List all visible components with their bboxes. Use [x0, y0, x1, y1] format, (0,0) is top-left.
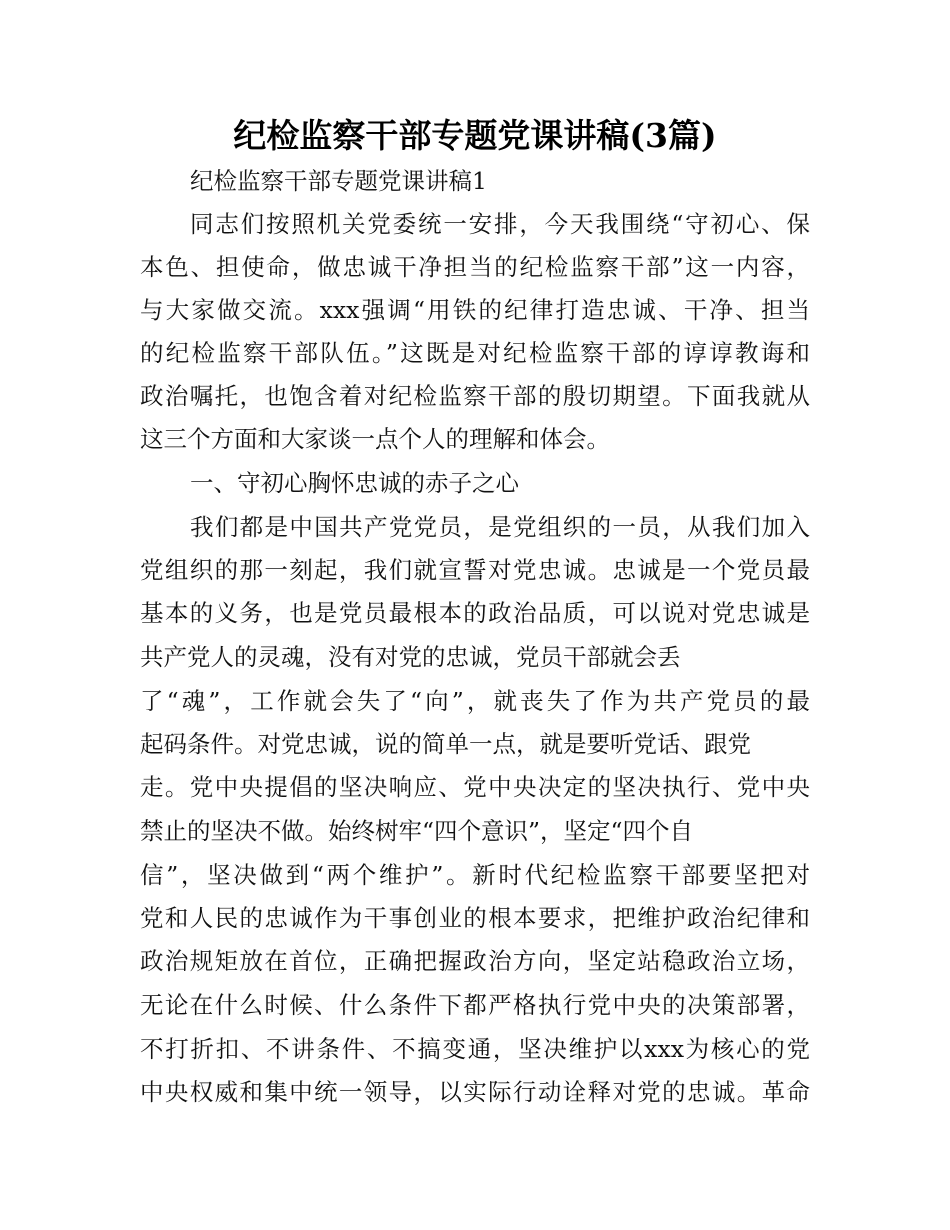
paragraph-line: 本色、担使命，做忠诚干净担当的纪检监察干部”这一内容，	[140, 253, 810, 281]
paragraph-line: 与大家做交流。xxx强调“用铁的纪律打造忠诚、干净、担当	[140, 296, 810, 324]
paragraph-line: 基本的义务，也是党员最根本的政治品质，可以说对党忠诚是	[140, 599, 810, 627]
paragraph-line: 政治嘱托，也饱含着对纪检监察干部的殷切期望。下面我就从	[140, 382, 810, 410]
paragraph-line: 走。党中央提倡的坚决响应、党中央决定的坚决执行、党中央	[140, 773, 810, 801]
document-title: 纪检监察干部专题党课讲稿(3篇)	[233, 116, 717, 155]
section-heading-1: 纪检监察干部专题党课讲稿1	[190, 167, 487, 195]
paragraph-line: 禁止的坚决不做。始终树牢“四个意识”，坚定“四个自	[140, 817, 694, 845]
paragraph-line: 不打折扣、不讲条件、不搞变通，坚决维护以xxx为核心的党	[140, 1035, 810, 1063]
paragraph-line: 信”，坚决做到“两个维护”。新时代纪检监察干部要坚把对	[140, 861, 810, 889]
paragraph-line: 无论在什么时候、什么条件下都严格执行党中央的决策部署，	[140, 991, 810, 1019]
paragraph-line: 共产党人的灵魂，没有对党的忠诚，党员干部就会丢	[140, 643, 681, 671]
section-heading-2: 一、守初心胸怀忠诚的赤子之心	[190, 469, 519, 497]
paragraph-line: 我们都是中国共产党党员，是党组织的一员，从我们加入	[190, 513, 810, 541]
paragraph-line: 同志们按照机关党委统一安排，今天我围绕“守初心、保	[190, 210, 810, 238]
paragraph-line: 这三个方面和大家谈一点个人的理解和体会。	[140, 425, 610, 453]
paragraph-line: 党和人民的忠诚作为干事创业的根本要求，把维护政治纪律和	[140, 904, 810, 932]
paragraph-line: 党组织的那一刻起，我们就宣誓对党忠诚。忠诚是一个党员最	[140, 556, 810, 584]
paragraph-line: 了“魂”，工作就会失了“向”，就丧失了作为共产党员的最	[140, 687, 810, 715]
paragraph-line: 政治规矩放在首位，正确把握政治方向，坚定站稳政治立场，	[140, 947, 810, 975]
paragraph-line: 中央权威和集中统一领导，以实际行动诠释对党的忠诚。革命	[140, 1078, 810, 1106]
paragraph-line: 的纪检监察干部队伍。”这既是对纪检监察干部的谆谆教诲和	[140, 339, 810, 367]
paragraph-line: 起码条件。对党忠诚，说的简单一点，就是要听党话、跟党	[140, 730, 751, 758]
